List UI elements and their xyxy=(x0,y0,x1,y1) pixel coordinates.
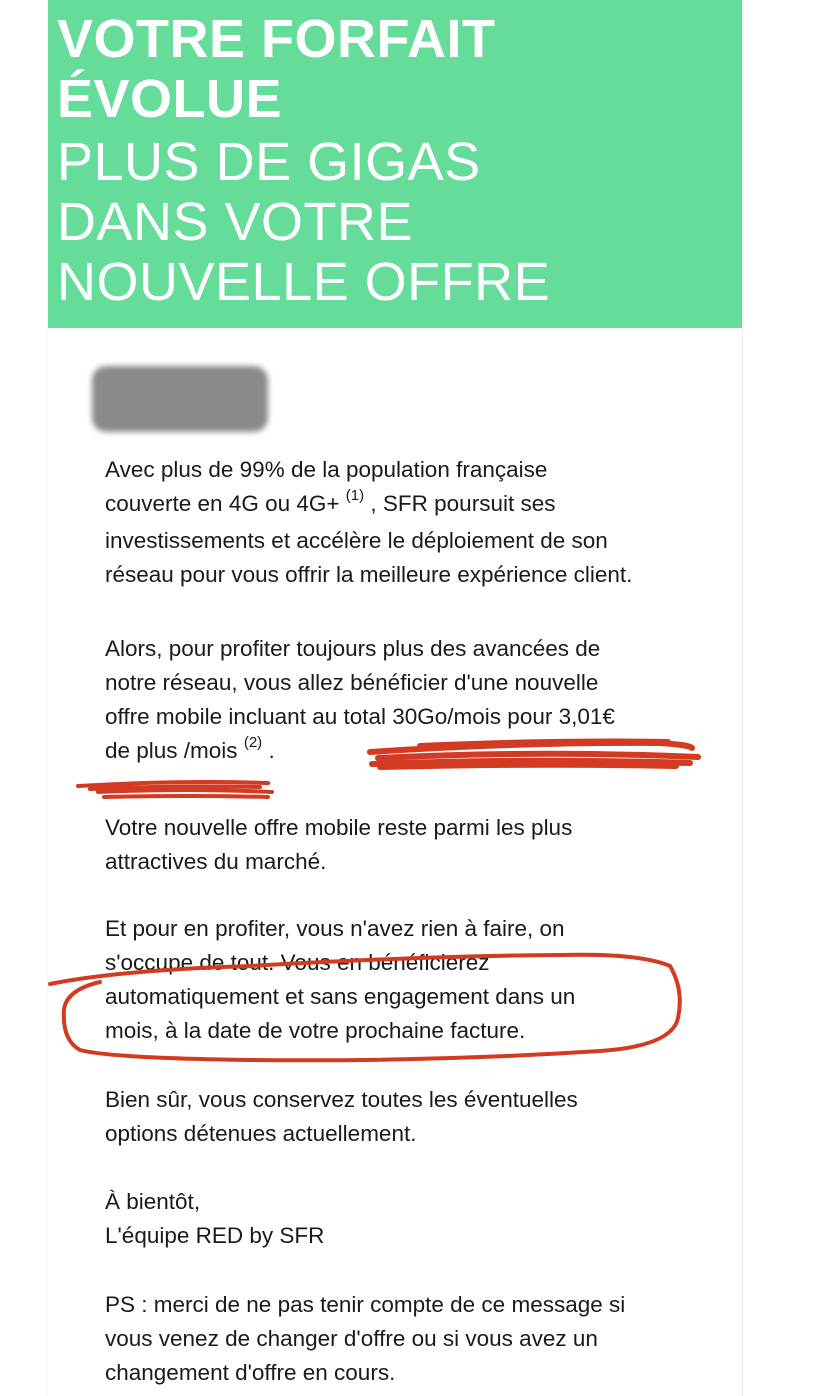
text-line: Avec plus de 99% de la population française xyxy=(105,457,548,482)
text-line: Alors, pour profiter toujours plus des avancées de xyxy=(105,636,601,661)
text-line: À bientôt, xyxy=(105,1189,201,1214)
paragraph-attractive xyxy=(105,811,735,879)
text-line: automatiquement et sans engagement dans un xyxy=(105,984,576,1009)
paragraph-automatic xyxy=(105,912,735,1048)
text-line: investissements et accélère le déploiement de son xyxy=(105,528,608,553)
text-line: L'équipe RED by SFR xyxy=(105,1223,325,1248)
text-fragment: de plus /mois xyxy=(105,738,238,763)
signature xyxy=(105,1185,735,1253)
text-line: Bien sûr, vous conservez toutes les éventuelles xyxy=(105,1087,578,1112)
text-line: PS : merci de ne pas tenir compte de ce message si xyxy=(105,1292,626,1317)
footnote-ref-2[interactable]: (2) xyxy=(243,734,263,751)
redacted-greeting xyxy=(92,366,268,432)
hero-subtitle-line-3: NOUVELLE OFFRE xyxy=(57,252,551,312)
hero-subtitle-line-2: DANS VOTRE xyxy=(57,192,414,252)
postscript xyxy=(105,1288,735,1390)
text-line: s'occupe de tout. Vous en bénéficierez xyxy=(105,950,490,975)
text-line: Et pour en profiter, vous n'avez rien à faire, on xyxy=(105,916,565,941)
text-line: Votre nouvelle offre mobile reste parmi les plus xyxy=(105,815,573,840)
text-line: offre mobile incluant au total 30Go/mois pour 3,01€ xyxy=(105,704,615,729)
text-line: options détenues actuellement. xyxy=(105,1121,417,1146)
paragraph-coverage xyxy=(105,453,735,592)
text-line: changement d'offre en cours. xyxy=(105,1360,396,1385)
text-line: notre réseau, vous allez bénéficier d'une nouvelle xyxy=(105,670,599,695)
text-fragment: . xyxy=(268,738,275,763)
text-line: réseau pour vous offrir la meilleure expérience client. xyxy=(105,562,633,587)
hero-title-line-1: VOTRE FORFAIT xyxy=(57,9,496,69)
text-line: attractives du marché. xyxy=(105,849,327,874)
paragraph-new-offer xyxy=(105,632,735,771)
text-line: mois, à la date de votre prochaine facture. xyxy=(105,1018,526,1043)
footnote-ref-1[interactable]: (1) xyxy=(345,487,365,504)
text-line: vous venez de changer d'offre ou si vous avez un xyxy=(105,1326,598,1351)
hero-title-line-2: ÉVOLUE xyxy=(57,69,283,129)
text-fragment: couverte en 4G ou 4G+ xyxy=(105,491,340,516)
text-fragment: , SFR poursuit ses xyxy=(370,491,556,516)
text-line xyxy=(105,734,735,771)
hero-subtitle-line-1: PLUS DE GIGAS xyxy=(57,132,481,192)
text-line xyxy=(105,487,735,524)
paragraph-options xyxy=(105,1083,735,1151)
